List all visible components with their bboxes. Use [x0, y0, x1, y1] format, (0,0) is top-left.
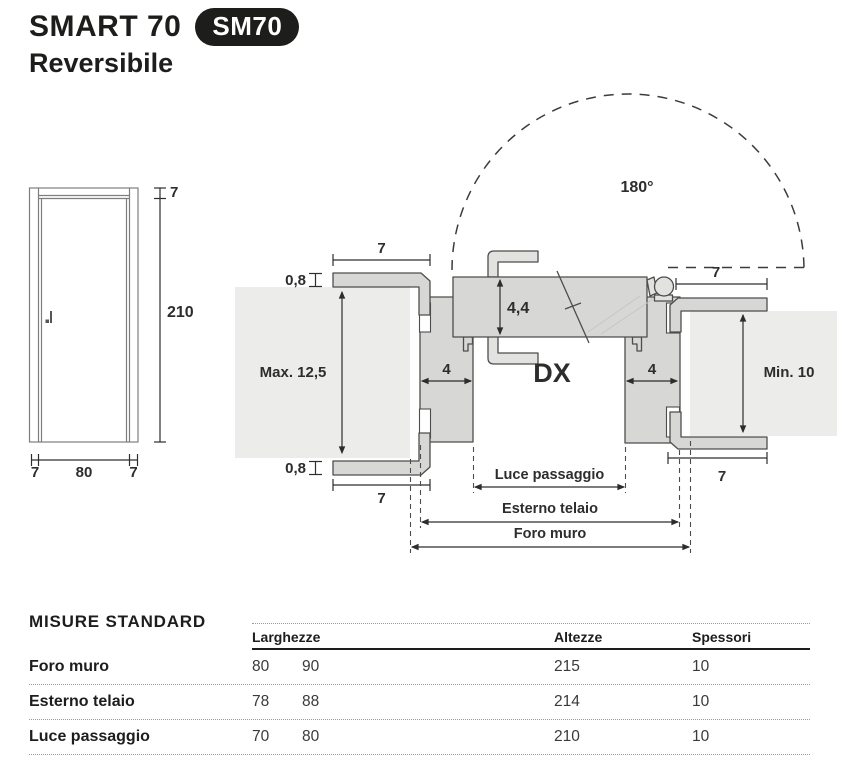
dim-leaf-width-label: 80 — [75, 464, 93, 481]
table-top-rule — [252, 623, 810, 624]
row-larghezza-2: 80 — [302, 728, 320, 745]
table-row — [29, 720, 810, 755]
door-elevation — [30, 184, 194, 481]
stop-profile-top — [488, 251, 538, 277]
dim-foro-muro-label: Foro muro — [513, 526, 587, 542]
product-subtitle: Reversibile — [29, 48, 174, 78]
dim-head-label: 7 — [170, 184, 179, 201]
dim-arch-bottom-right — [668, 452, 767, 464]
dim-jamb-left-label: 7 — [30, 464, 40, 481]
dim-arch-top-right — [676, 278, 767, 290]
row-spessore: 10 — [692, 728, 710, 745]
dim-arch-top-right-label: 7 — [711, 264, 721, 281]
stop-profile-bottom — [488, 336, 538, 364]
col-header-altezze: Altezze — [554, 629, 603, 645]
dim-arch-bottom-right-label: 7 — [717, 468, 727, 485]
keyhole-icon — [46, 320, 50, 324]
table-row — [29, 685, 810, 720]
row-larghezza-1: 78 — [252, 693, 270, 710]
dim-arch-top-left-label: 7 — [377, 240, 386, 257]
swing-angle-label: 180° — [620, 179, 654, 196]
row-larghezza-1: 70 — [252, 728, 270, 745]
dim-arch-thickness-bottom — [309, 462, 322, 475]
dim-arch-thickness-top — [309, 274, 322, 287]
row-altezza: 215 — [554, 658, 580, 675]
product-code-badge: SM70 — [195, 8, 299, 46]
dim-leaf-thickness-label: 4,4 — [507, 300, 530, 317]
dim-arch-thickness-bottom-label: 0,8 — [285, 460, 306, 477]
hinge-pin-icon — [655, 277, 674, 296]
row-larghezza-1: 80 — [252, 658, 270, 675]
elevation-frame — [30, 188, 139, 442]
row-label: Foro muro — [29, 658, 109, 675]
dim-arch-thickness-top-label: 0,8 — [285, 272, 306, 289]
hand-label: DX — [533, 358, 571, 388]
col-header-larghezze: Larghezze — [252, 629, 321, 645]
row-label: Luce passaggio — [29, 728, 150, 745]
row-altezza: 214 — [554, 693, 580, 710]
table-body — [29, 650, 810, 755]
wall-right-label: Min. 10 — [763, 364, 815, 381]
table-header-row — [29, 627, 810, 648]
row-larghezza-2: 88 — [302, 693, 320, 710]
row-label: Esterno telaio — [29, 693, 135, 710]
dim-jamb-right-label: 7 — [129, 464, 138, 481]
dim-jamb-depth-left-label: 4 — [442, 361, 451, 378]
dim-luce-passaggio-label: Luce passaggio — [494, 467, 605, 483]
dim-esterno-telaio-label: Esterno telaio — [502, 501, 598, 517]
row-spessore: 10 — [692, 693, 710, 710]
elevation-dimensions — [32, 188, 167, 466]
col-header-spessori: Spessori — [692, 629, 752, 645]
dim-jamb-depth-right-label: 4 — [647, 361, 657, 378]
row-altezza: 210 — [554, 728, 580, 745]
dim-arch-bottom-left-label: 7 — [377, 490, 386, 507]
wall-left-label: Max. 12,5 — [259, 364, 327, 381]
row-larghezza-2: 90 — [302, 658, 320, 675]
table-row — [29, 650, 810, 685]
row-spessore: 10 — [692, 658, 710, 675]
table-title: MISURE STANDARD — [29, 612, 206, 631]
door-leaf — [453, 277, 647, 337]
standard-sizes-table — [29, 605, 810, 765]
dim-height-label: 210 — [167, 304, 194, 321]
product-title: SMART 70 — [29, 10, 182, 43]
plan-section — [235, 94, 837, 553]
